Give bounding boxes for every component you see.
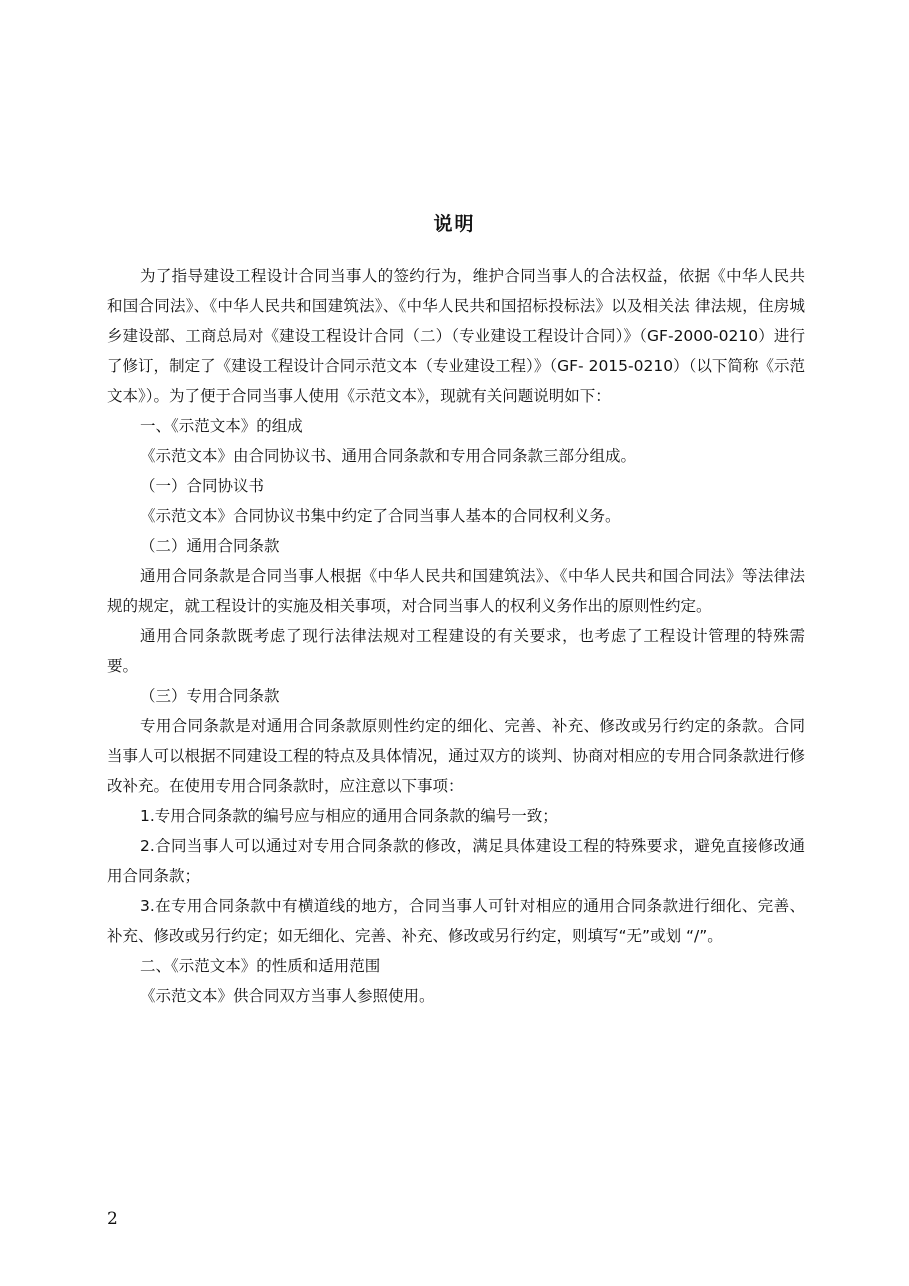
page-number: 2: [107, 1209, 118, 1229]
paragraph-agreement: 《示范文本》合同协议书集中约定了合同当事人基本的合同权利义务。: [140, 507, 621, 525]
heading-agreement: （一）合同协议书: [140, 477, 265, 495]
page-title: 说明: [433, 213, 476, 235]
heading-general-terms: （二）通用合同条款: [140, 537, 280, 555]
paragraph-intro: 为了指导建设工程设计合同当事人的签约行为，维护合同当事人的合法权益，依据《中华人民共和国合同法》、《中华人民共和国建筑法》、《中华人民共和国招标投标法》以及相关法 律法规，住房城乡建设部、工商总局对《建设工程设计合同（二）（专业建设工程设计合同）》（GF-2000-0210）进行了修订，制定了《建设工程设计合同示范文本（专业建设工程）》（GF- 2015-0210）（以下简称《示范文本》）。为了便于合同当事人使用《示范文本》，现就有关问题说明如下：: [107, 267, 805, 405]
paragraph-general-terms-1: 通用合同条款是合同当事人根据《中华人民共和国建筑法》、《中华人民共和国合同法》等法律法规的规定，就工程设计的实施及相关事项，对合同当事人的权利义务作出的原则性约定。: [107, 567, 805, 615]
list-item-2: 2.合同当事人可以通过对专用合同条款的修改，满足具体建设工程的特殊要求，避免直接修改通用合同条款；: [107, 837, 805, 885]
heading-section-1: 一、《示范文本》的组成: [140, 417, 303, 435]
paragraph-composition: 《示范文本》由合同协议书、通用合同条款和专用合同条款三部分组成。: [140, 447, 637, 465]
heading-special-terms: （三）专用合同条款: [140, 687, 280, 705]
paragraph-special-terms: 专用合同条款是对通用合同条款原则性约定的细化、完善、补充、修改或另行约定的条款。合同当事人可以根据不同建设工程的特点及具体情况，通过双方的谈判、协商对相应的专用合同条款进行修改补充。在使用专用合同条款时，应注意以下事项：: [107, 717, 805, 795]
list-item-3: 3.在专用合同条款中有横道线的地方，合同当事人可针对相应的通用合同条款进行细化、完善、补充、修改或另行约定；如无细化、完善、补充、修改或另行约定，则填写“无”或划 “/”。: [107, 897, 805, 945]
document-body: [107, 261, 805, 1011]
heading-section-2: 二、《示范文本》的性质和适用范围: [140, 957, 381, 975]
paragraph-usage: 《示范文本》供合同双方当事人参照使用。: [140, 987, 435, 1005]
list-item-1: 1.专用合同条款的编号应与相应的通用合同条款的编号一致；: [140, 807, 558, 825]
paragraph-general-terms-2: 通用合同条款既考虑了现行法律法规对工程建设的有关要求，也考虑了工程设计管理的特殊需要。: [107, 627, 805, 675]
